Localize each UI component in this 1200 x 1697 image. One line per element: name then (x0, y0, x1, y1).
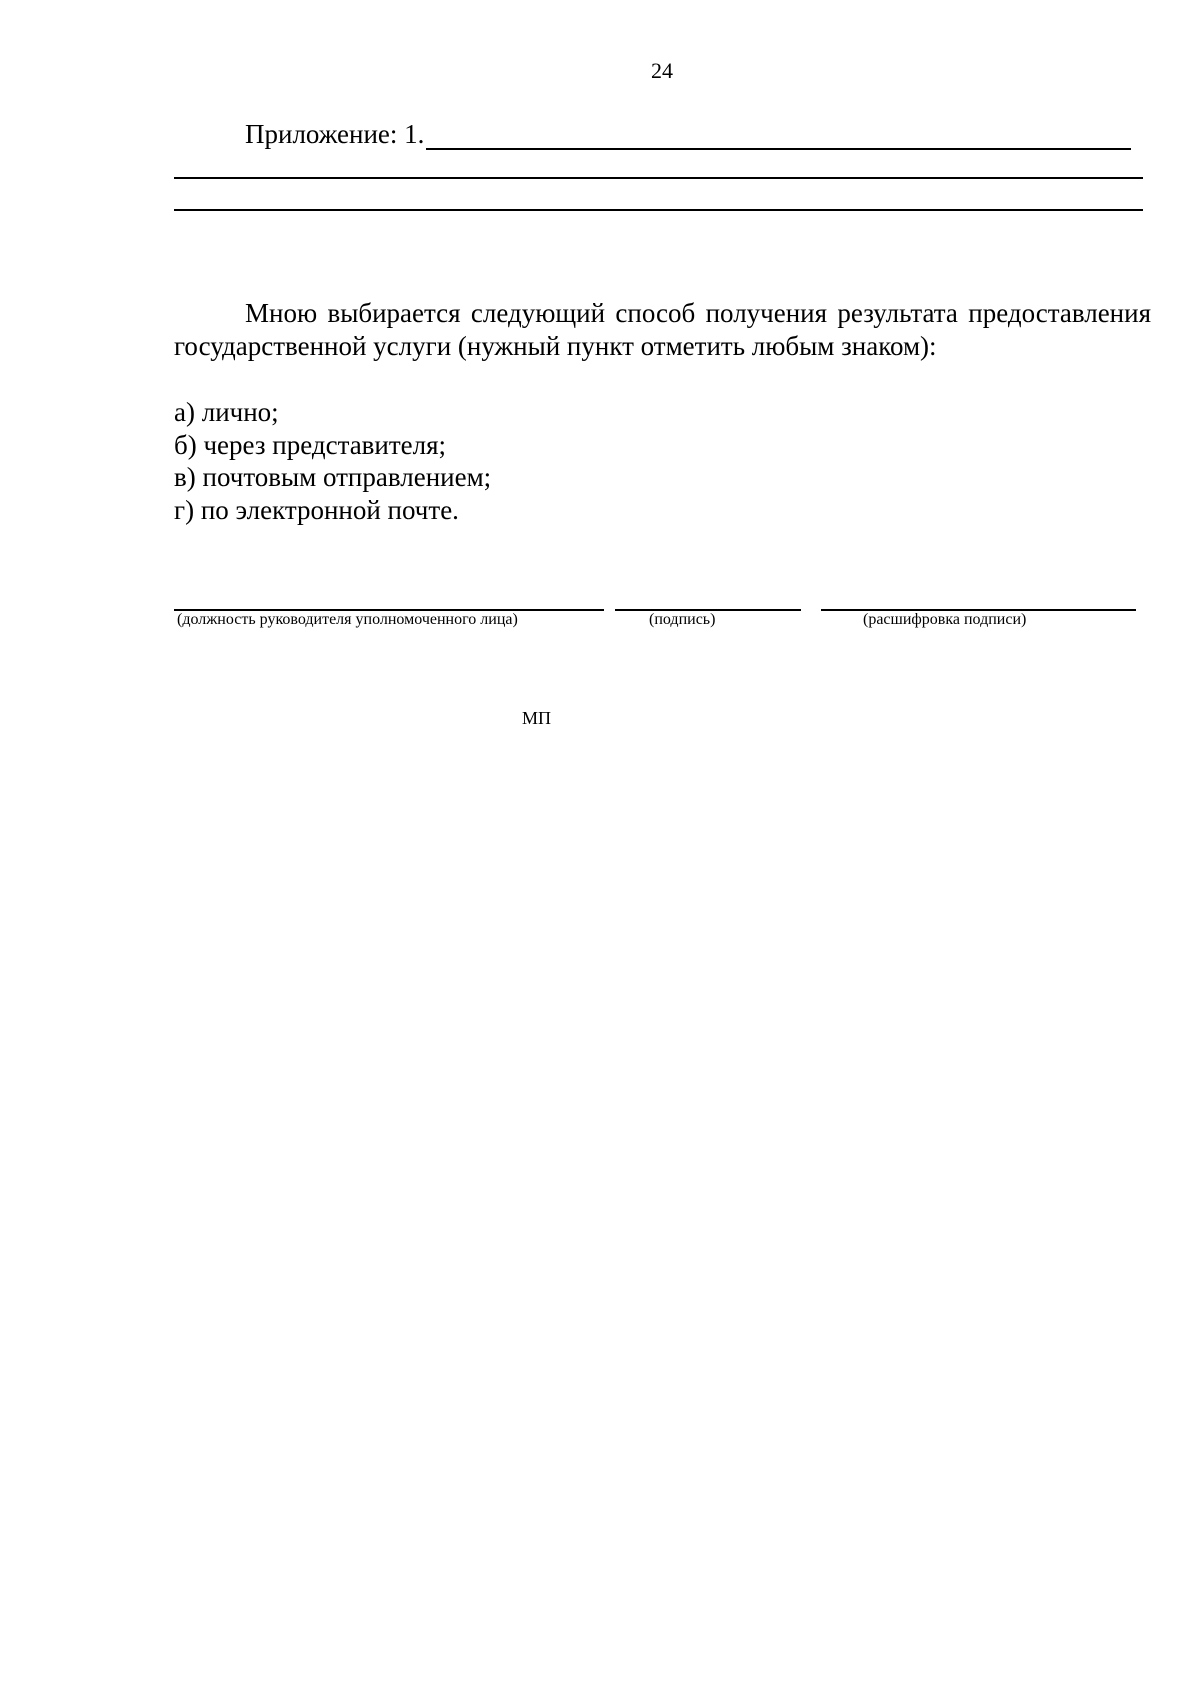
option-by-post: в) почтовым отправлением; (174, 462, 492, 492)
position-caption: (должность руководителя уполномоченного лица) (177, 611, 518, 628)
option-by-email: г) по электронной почте. (174, 494, 459, 525)
attachment-blank-line-3 (174, 209, 1143, 211)
attachment-blank-line (426, 126, 1131, 150)
delivery-options-list (174, 396, 1151, 526)
decryption-caption: (расшифровка подписи) (863, 611, 1027, 628)
seal-place-mark: МП (522, 708, 552, 728)
signature-caption: (подпись) (649, 611, 716, 628)
option-via-representative: б) через представителя; (174, 429, 447, 460)
attachment-row (245, 116, 1131, 150)
option-in-person: а) лично; (174, 397, 279, 427)
attachment-blank-line-2 (174, 177, 1143, 179)
delivery-method-paragraph: Мною выбирается следующий способ получения результата предоставления государственной услуги (нужный пункт отметить любым знаком): (174, 298, 1151, 361)
attachment-label: Приложение: 1. (245, 119, 425, 149)
page-number: 24 (651, 58, 673, 83)
